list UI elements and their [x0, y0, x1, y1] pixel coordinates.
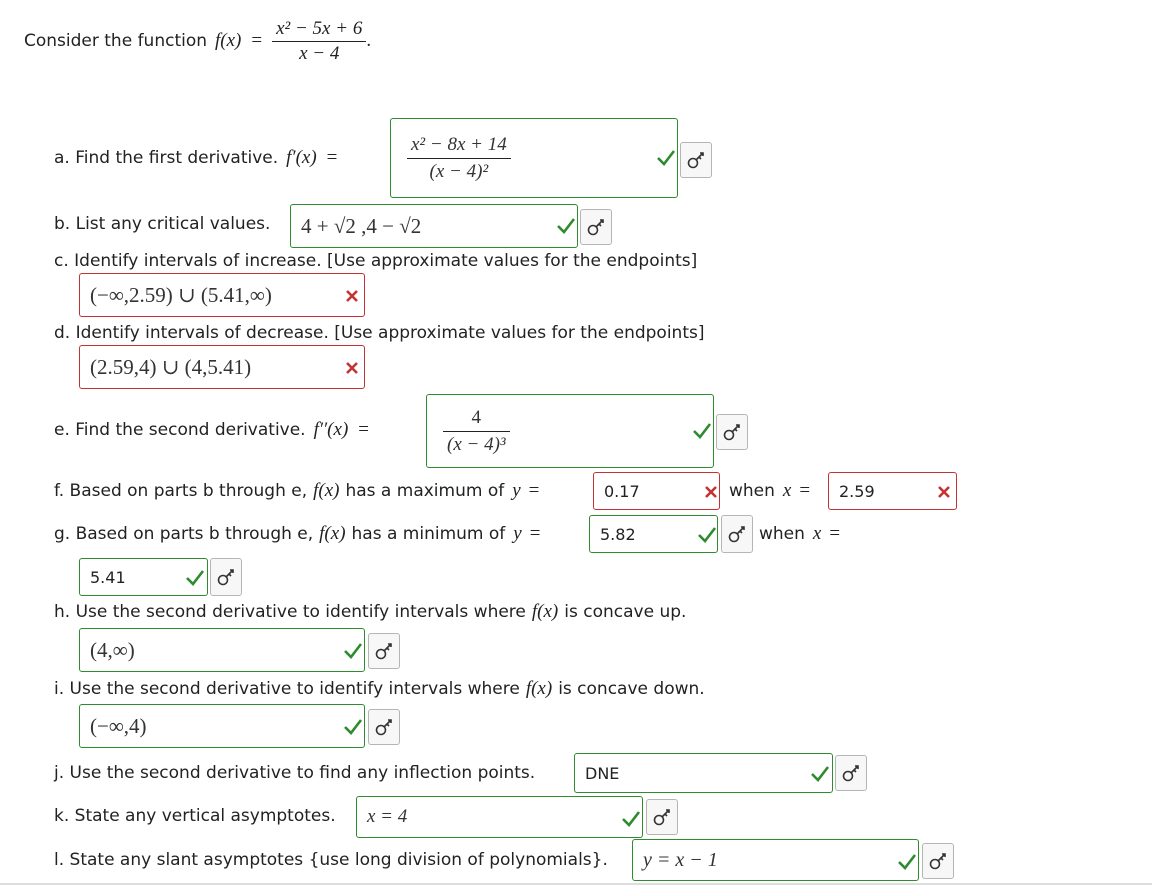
x-variable: x	[812, 523, 822, 544]
question-i-text: i. Use the second derivative to identify intervals where	[54, 679, 520, 699]
answer-i-input[interactable]	[79, 704, 365, 748]
answer-key-button[interactable]	[680, 142, 712, 178]
key-icon	[374, 641, 394, 661]
question-c-text: c. Identify intervals of increase. [Use approximate values for the endpoints]	[54, 251, 698, 271]
y-variable: y	[512, 480, 521, 501]
question-a-label	[54, 138, 337, 178]
intro-period: .	[366, 30, 372, 51]
question-b-label	[54, 214, 270, 234]
question-d-text: d. Identify intervals of decrease. [Use approximate values for the endpoints]	[54, 323, 705, 343]
answer-c-input[interactable]	[79, 273, 365, 317]
intro-fraction	[272, 19, 366, 64]
key-icon	[928, 851, 948, 871]
answer-b-value: 4 + √2 ,4 − √2	[301, 213, 422, 238]
when-text: when	[759, 524, 805, 544]
answer-l-input[interactable]	[632, 839, 919, 881]
answer-j-value: DNE	[585, 763, 620, 783]
second-derivative-symbol: f′′(x)	[313, 419, 349, 440]
question-h-text: h. Use the second derivative to identify intervals where	[54, 602, 526, 622]
key-icon	[374, 717, 394, 737]
question-l-text: l. State any slant asymptotes {use long division of polynomials}.	[54, 850, 608, 870]
question-l-label	[54, 850, 608, 870]
key-icon	[686, 150, 706, 170]
question-g-label	[54, 521, 540, 547]
question-c-label	[54, 251, 697, 271]
equals-sign: =	[358, 419, 369, 440]
check-icon	[897, 853, 917, 871]
first-derivative-symbol: f′(x)	[286, 147, 317, 168]
wrong-icon	[704, 485, 718, 499]
key-icon	[841, 763, 861, 783]
question-b-text: b. List any critical values.	[54, 214, 271, 234]
answer-b-input[interactable]	[290, 204, 578, 248]
question-e-text: e. Find the second derivative.	[54, 420, 306, 440]
wrong-icon	[345, 289, 359, 303]
answer-f-max-input[interactable]	[593, 472, 720, 510]
key-icon	[722, 422, 742, 442]
answer-g-x-value: 5.41	[90, 567, 126, 587]
question-j-text: j. Use the second derivative to find any inflection points.	[54, 763, 536, 783]
function-name: f(x)	[531, 601, 559, 622]
answer-h-input[interactable]	[79, 628, 365, 672]
check-icon	[692, 422, 712, 440]
answer-j-input[interactable]	[574, 753, 833, 793]
question-e-label	[54, 410, 369, 450]
answer-f-max-value: 0.17	[604, 481, 640, 501]
answer-c-value: (−∞,2.59) ∪ (5.41,∞)	[90, 282, 272, 307]
answer-k-value: x = 4	[367, 806, 408, 827]
answer-e-fraction	[443, 407, 510, 456]
answer-a-input[interactable]	[390, 118, 678, 198]
answer-f-x-value: 2.59	[839, 481, 875, 501]
question-d-label	[54, 323, 704, 343]
wrong-icon	[345, 361, 359, 375]
answer-d-value: (2.59,4) ∪ (4,5.41)	[90, 354, 252, 379]
when-text: when	[729, 481, 775, 501]
function-name: f(x)	[313, 480, 340, 501]
question-j-label	[54, 763, 535, 783]
check-icon	[343, 642, 363, 660]
answer-key-button[interactable]	[368, 709, 400, 745]
check-icon	[185, 569, 205, 587]
check-icon	[697, 526, 717, 544]
y-variable: y	[513, 523, 522, 544]
answer-d-input[interactable]	[79, 345, 365, 389]
answer-key-button[interactable]	[835, 755, 867, 791]
function-name: f(x)	[319, 523, 346, 544]
question-i-post: is concave down.	[558, 679, 705, 699]
answer-key-button[interactable]	[922, 843, 954, 879]
answer-l-value: y = x − 1	[643, 848, 718, 871]
question-i-label	[54, 676, 705, 702]
answer-k-input[interactable]	[356, 796, 643, 838]
question-k-text: k. State any vertical asymptotes.	[54, 806, 336, 826]
check-icon	[343, 718, 363, 736]
answer-a-denominator: (x − 4)²	[429, 160, 489, 182]
answer-g-min-value: 5.82	[600, 524, 636, 544]
question-f-label	[54, 478, 539, 504]
answer-key-button[interactable]	[580, 209, 612, 245]
intro-line	[24, 12, 371, 70]
question-k-label	[54, 806, 336, 826]
key-icon	[727, 524, 747, 544]
key-icon	[586, 217, 606, 237]
question-g-text: g. Based on parts b through e,	[54, 524, 314, 544]
answer-e-input[interactable]	[426, 394, 714, 468]
equals-sign: =	[326, 147, 338, 168]
key-icon	[216, 567, 236, 587]
question-g-when	[759, 521, 840, 547]
question-h-label	[54, 599, 686, 625]
key-icon	[652, 807, 672, 827]
question-a-text: a. Find the first derivative.	[54, 148, 279, 168]
equals-sign: =	[829, 523, 841, 544]
intro-numerator: x² − 5x + 6	[276, 17, 363, 39]
wrong-icon	[937, 485, 951, 499]
question-g-mid: has a minimum of	[351, 524, 506, 544]
answer-e-numerator: 4	[471, 406, 482, 428]
check-icon	[810, 765, 830, 783]
check-icon	[621, 810, 641, 828]
intro-text: Consider the function	[24, 31, 208, 51]
answer-key-button[interactable]	[368, 633, 400, 669]
question-f-mid: has a maximum of	[345, 481, 505, 501]
equals-sign: =	[529, 523, 541, 544]
answer-key-button[interactable]	[210, 558, 242, 596]
intro-denominator: x − 4	[299, 42, 340, 64]
answer-key-button[interactable]	[721, 515, 753, 553]
question-h-post: is concave up.	[564, 602, 687, 622]
answer-key-button[interactable]	[646, 799, 678, 835]
function-name: f(x)	[525, 678, 553, 699]
question-f-when	[729, 478, 810, 504]
answer-e-denominator: (x − 4)³	[447, 433, 506, 455]
equals-sign: =	[528, 480, 540, 501]
check-icon	[556, 217, 576, 235]
intro-function-name: f(x)	[215, 30, 242, 51]
answer-h-value: (4,∞)	[90, 637, 135, 662]
check-icon	[656, 149, 676, 167]
answer-a-fraction	[407, 134, 511, 183]
answer-i-value: (−∞,4)	[90, 713, 147, 738]
answer-key-button[interactable]	[716, 414, 748, 450]
answer-a-numerator: x² − 8x + 14	[411, 133, 507, 155]
question-f-text: f. Based on parts b through e,	[54, 481, 308, 501]
x-variable: x	[782, 480, 792, 501]
equals-sign: =	[799, 480, 811, 501]
intro-equals: =	[251, 30, 263, 51]
